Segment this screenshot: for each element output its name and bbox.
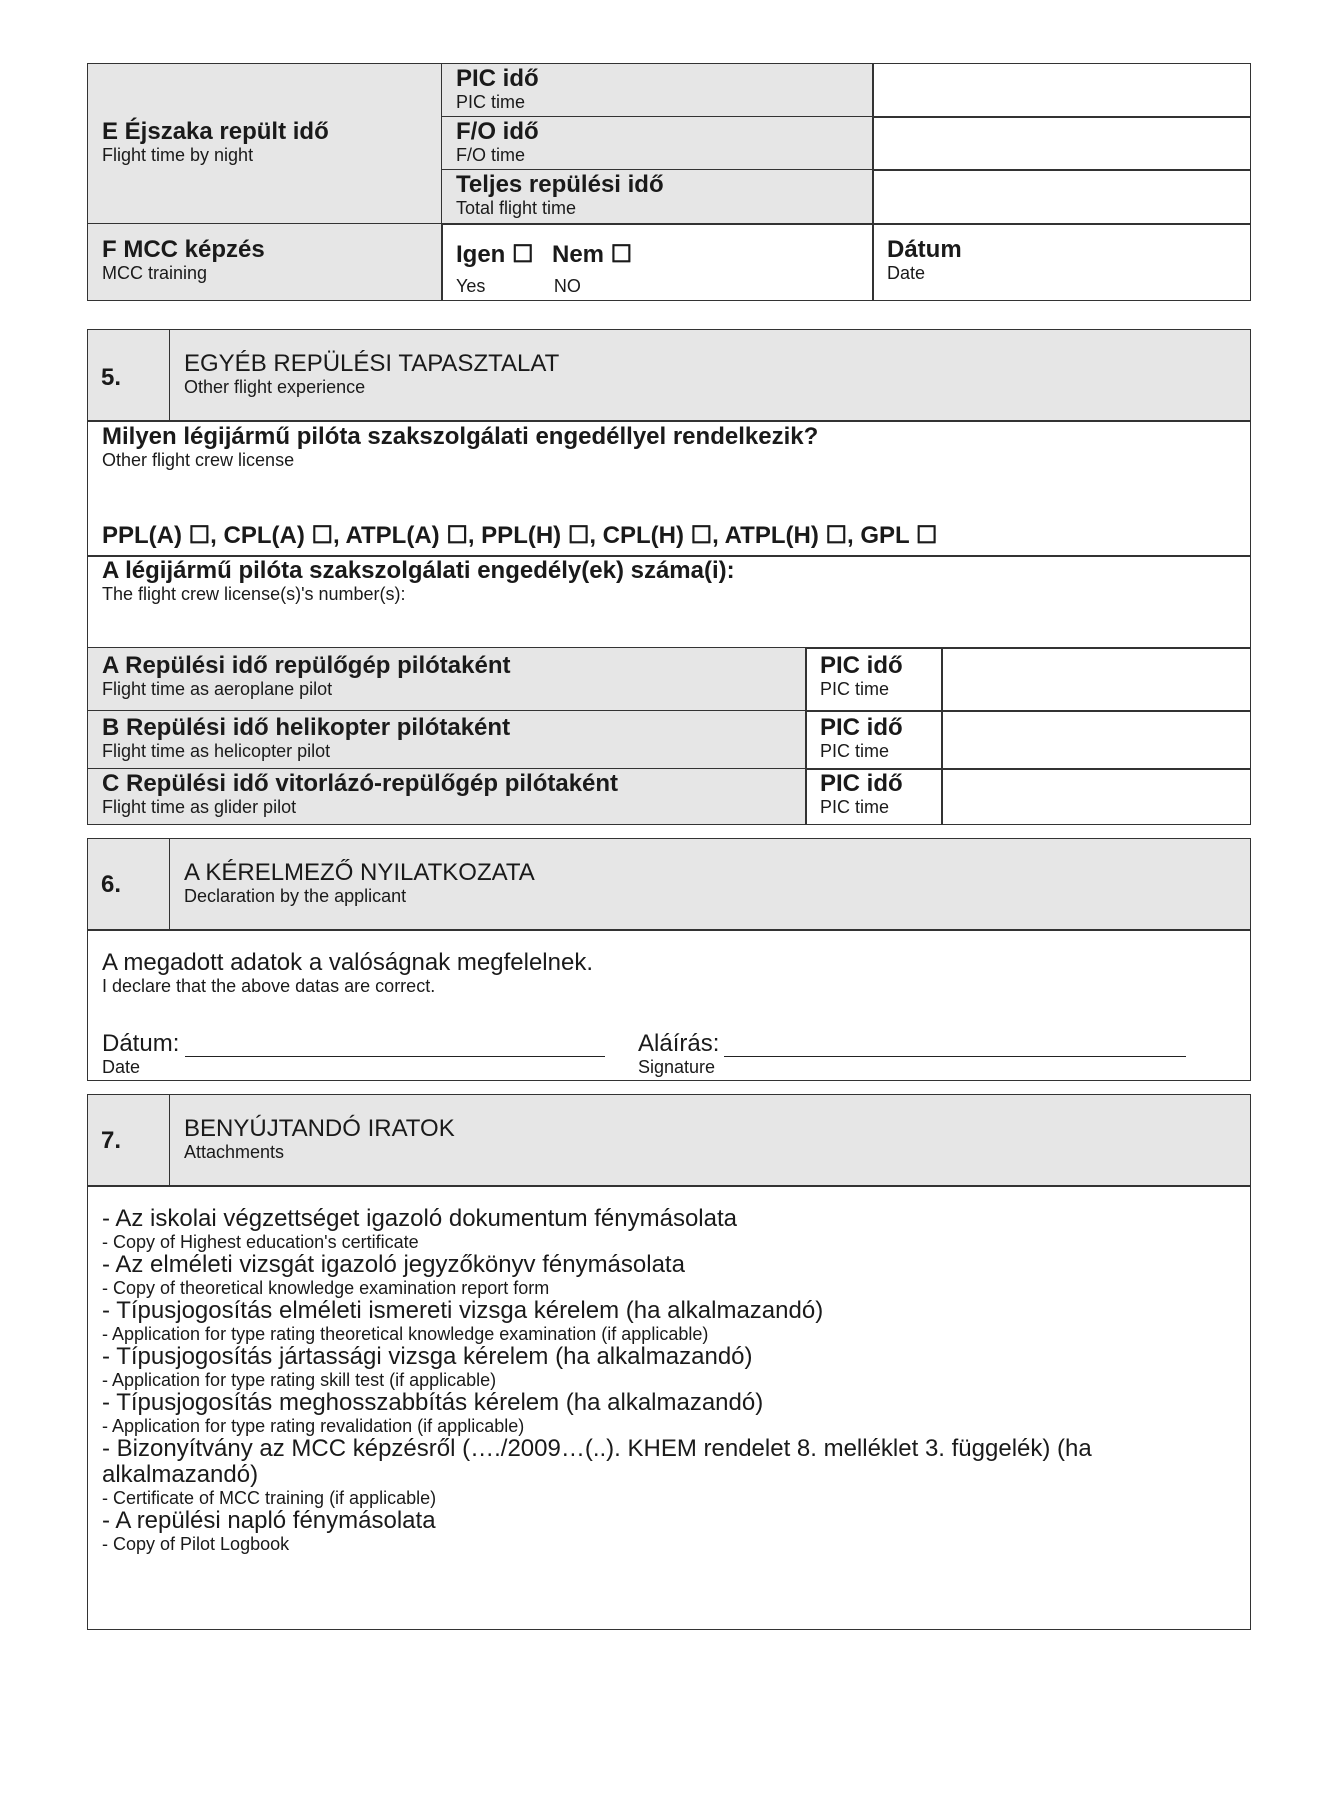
license-number-cell[interactable]: [87, 555, 1251, 649]
list-item: [102, 1206, 1222, 1252]
attachment-hu: - Típusjogosítás jártassági vizsga kérelem (ha alkalmazandó): [102, 1343, 753, 1370]
mcc-label: F MCC képzés: [102, 236, 265, 263]
signature-label-en: Signature: [638, 1057, 716, 1077]
attachment-hu: - Típusjogosítás meghosszabbítás kérelem (ha alkalmazandó): [102, 1389, 764, 1416]
helicopter-time-label-cell: [87, 710, 807, 770]
yes-label-en: Yes: [456, 276, 486, 296]
section6-title-en: Declaration by the applicant: [184, 886, 407, 906]
aeroplane-pic-label-cell: [805, 647, 943, 712]
declaration-statement-en: I declare that the above datas are correct.: [102, 976, 436, 996]
pic-time-value-field[interactable]: [872, 63, 1251, 118]
night-flight-cell: [87, 63, 443, 225]
glider-pic-value-field[interactable]: [941, 768, 1251, 825]
helicopter-pic-label: PIC idő: [820, 714, 903, 741]
license-number-label: A légijármű pilóta szakszolgálati engedély(ek) száma(i):: [102, 557, 735, 584]
attachment-hu: - Bizonyítvány az MCC képzésről (…./2009…(..). KHEM rendelet 8. melléklet 3. függelék) (ha alkalmazandó): [102, 1435, 1092, 1488]
attachment-en: - Copy of theoretical knowledge examination report form: [102, 1278, 550, 1298]
mcc-label-en: MCC training: [102, 263, 208, 283]
aeroplane-pic-label: PIC idő: [820, 652, 903, 679]
section7-title-en: Attachments: [184, 1142, 285, 1162]
license-question-en: Other flight crew license: [102, 450, 295, 470]
total-time-label-cell: [441, 169, 874, 225]
helicopter-label-en: Flight time as helicopter pilot: [102, 741, 331, 761]
section5-title-en: Other flight experience: [184, 377, 366, 397]
section7-title: BENYÚJTANDÓ IRATOK: [184, 1115, 455, 1142]
attachment-hu: - Típusjogosítás elméleti ismereti vizsga kérelem (ha alkalmazandó): [102, 1297, 824, 1324]
helicopter-pic-label-cell: [805, 710, 943, 770]
total-label-en: Total flight time: [456, 198, 577, 218]
helicopter-pic-label-en: PIC time: [820, 741, 890, 761]
attachment-en: - Application for type rating theoretical knowledge examination (if applicable): [102, 1324, 709, 1344]
glider-pic-label-en: PIC time: [820, 797, 890, 817]
section7-number: 7.: [101, 1127, 122, 1154]
fo-time-label-cell: [441, 116, 874, 171]
section6-number-cell: [87, 838, 171, 931]
aeroplane-label-en: Flight time as aeroplane pilot: [102, 679, 333, 699]
signature-label: Aláírás:: [638, 1030, 720, 1057]
license-question: Milyen légijármű pilóta szakszolgálati engedéllyel rendelkezik?: [102, 423, 819, 450]
attachment-en: - Application for type rating skill test (if applicable): [102, 1370, 497, 1390]
yes-checkbox[interactable]: Igen ☐: [456, 241, 534, 268]
attachment-hu: - A repülési napló fénymásolata: [102, 1507, 436, 1534]
section7-number-cell: [87, 1094, 171, 1187]
list-item: [102, 1436, 1222, 1508]
fo-label-en: F/O time: [456, 145, 526, 165]
mcc-date-cell[interactable]: [872, 223, 1251, 301]
pic-label-en: PIC time: [456, 92, 526, 112]
fo-label: F/O idő: [456, 118, 539, 145]
section5-title: EGYÉB REPÜLÉSI TAPASZTALAT: [184, 350, 560, 377]
signature-line[interactable]: [724, 1056, 1186, 1057]
total-time-value-field[interactable]: [872, 169, 1251, 225]
list-item: [102, 1298, 1222, 1344]
declaration-statement: A megadott adatok a valóságnak megfelelnek.: [102, 949, 593, 976]
attachments-cell: [87, 1185, 1251, 1630]
license-checkboxes[interactable]: PPL(A) ☐, CPL(A) ☐, ATPL(A) ☐, PPL(H) ☐, CPL(H) ☐, ATPL(H) ☐, GPL ☐: [102, 522, 938, 549]
section6-title: A KÉRELMEZŐ NYILATKOZATA: [184, 859, 535, 886]
aeroplane-pic-label-en: PIC time: [820, 679, 890, 699]
list-item: [102, 1252, 1222, 1298]
date-signature-line[interactable]: [185, 1056, 605, 1057]
attachment-hu: - Az iskolai végzettséget igazoló dokumentum fénymásolata: [102, 1205, 738, 1232]
pic-label: PIC idő: [456, 65, 539, 92]
mcc-date-label-en: Date: [887, 263, 926, 283]
glider-label-en: Flight time as glider pilot: [102, 797, 297, 817]
aeroplane-pic-value-field[interactable]: [941, 647, 1251, 712]
section5-number: 5.: [101, 364, 122, 391]
fo-time-value-field[interactable]: [872, 116, 1251, 171]
list-item: [102, 1508, 1222, 1554]
date-label-en: Date: [102, 1057, 141, 1077]
attachment-en: - Copy of Highest education's certificate: [102, 1232, 419, 1252]
pic-time-label-cell: [441, 63, 874, 118]
glider-pic-label: PIC idő: [820, 770, 903, 797]
helicopter-pic-value-field[interactable]: [941, 710, 1251, 770]
attachments-list: [102, 1206, 1222, 1554]
aeroplane-time-label-cell: [87, 647, 807, 712]
declaration-cell: [87, 929, 1251, 1081]
section6-number: 6.: [101, 871, 122, 898]
mcc-date-label: Dátum: [887, 236, 962, 263]
list-item: [102, 1390, 1222, 1436]
section5-number-cell: [87, 329, 171, 422]
helicopter-label: B Repülési idő helikopter pilótaként: [102, 714, 511, 741]
no-label-en: NO: [553, 276, 581, 296]
mcc-choice-cell: [441, 223, 874, 301]
license-number-label-en: The flight crew license(s)'s number(s):: [102, 584, 406, 604]
section5-title-cell: [169, 329, 1251, 422]
section7-title-cell: [169, 1094, 1251, 1187]
attachment-en: - Application for type rating revalidation (if applicable): [102, 1416, 525, 1436]
section6-title-cell: [169, 838, 1251, 931]
aeroplane-label: A Repülési idő repülőgép pilótaként: [102, 652, 511, 679]
attachment-hu: - Az elméleti vizsgát igazoló jegyzőkönyv fénymásolata: [102, 1251, 685, 1278]
attachment-en: - Copy of Pilot Logbook: [102, 1534, 290, 1554]
date-label: Dátum:: [102, 1030, 180, 1057]
attachment-en: - Certificate of MCC training (if applicable): [102, 1488, 437, 1508]
night-label: E Éjszaka repült idő: [102, 118, 329, 145]
glider-pic-label-cell: [805, 768, 943, 825]
total-label: Teljes repülési idő: [456, 171, 664, 198]
no-checkbox[interactable]: Nem ☐: [551, 241, 633, 268]
night-label-en: Flight time by night: [102, 145, 254, 165]
mcc-training-cell: [87, 223, 443, 301]
glider-time-label-cell: [87, 768, 807, 825]
license-type-cell: [87, 420, 1251, 557]
glider-label: C Repülési idő vitorlázó-repülőgép pilótaként: [102, 770, 619, 797]
list-item: [102, 1344, 1222, 1390]
